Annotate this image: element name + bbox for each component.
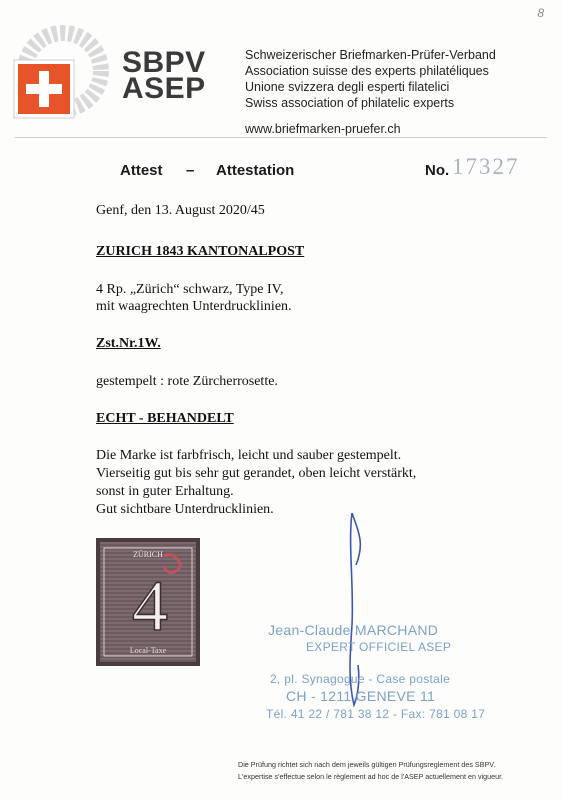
- stamp-numeral: 4: [132, 566, 168, 646]
- remark-line-1: Die Marke ist farbfrisch, leicht und sauber gestempelt.: [96, 448, 402, 463]
- remark-line-2: Vierseitig gut bis sehr gut gerandet, oben leicht verstärkt,: [96, 466, 417, 481]
- stamp-image: [96, 538, 200, 666]
- footer-line-de: Die Prüfung richtet sich nach dem jeweils gültigen Prüfungsreglement des SBPV.: [238, 760, 496, 769]
- attest-label: Attest: [120, 162, 163, 179]
- certificate-no-label: No.: [425, 162, 450, 179]
- stamp-top-text: ZÜRICH: [133, 550, 163, 559]
- stamp-bottom-text: Local-Taxe: [129, 646, 167, 655]
- header-dash: –: [186, 162, 195, 179]
- brand-asep: ASEP: [122, 72, 206, 105]
- catalog-number: Zst.Nr.1W.: [96, 336, 161, 351]
- brand-sbpv: SBPV: [122, 46, 206, 79]
- cancel-description: gestempelt : rote Zürcherrosette.: [96, 374, 278, 389]
- verdict: ECHT - BEHANDELT: [96, 411, 234, 426]
- association-name-fr: Association suisse des experts philatéliques: [245, 64, 489, 78]
- expert-name: Jean-Claude MARCHAND: [268, 622, 439, 638]
- association-name-en: Swiss association of philatelic experts: [245, 96, 455, 110]
- expert-address: 2, pl. Synagogue - Case postale: [270, 672, 451, 686]
- stamp-title: ZURICH 1843 KANTONALPOST: [96, 244, 305, 259]
- association-name-de: Schweizerischer Briefmarken-Prüfer-Verband: [245, 48, 496, 62]
- certificate-number: 17327: [452, 154, 520, 179]
- footer-line-fr: L'expertise s'effectue selon le règlement ad hoc de l'ASEP actuellement en vigueur.: [238, 772, 504, 781]
- association-name-it: Unione svizzera degli esperti filatelici: [245, 80, 450, 94]
- remark-line-4: Gut sichtbare Unterdrucklinien.: [96, 502, 274, 517]
- expert-title: EXPERT OFFICIEL ASEP: [306, 640, 452, 654]
- description-line-1: 4 Rp. „Zürich“ schwarz, Type IV,: [96, 282, 284, 297]
- sbpv-logo: [8, 16, 118, 126]
- expert-city: CH - 1211 GENEVE 11: [286, 688, 436, 704]
- remark-line-3: sonst in guter Erhaltung.: [96, 484, 234, 499]
- corner-mark: 8: [537, 6, 544, 20]
- website-link[interactable]: www.briefmarken-pruefer.ch: [245, 122, 401, 136]
- description-line-2: mit waagrechten Unterdrucklinien.: [96, 299, 292, 314]
- header-divider: [15, 137, 547, 138]
- expert-phone: Tél. 41 22 / 781 38 12 - Fax: 781 08 17: [266, 707, 486, 721]
- attestation-label: Attestation: [216, 162, 295, 179]
- place-date: Genf, den 13. August 2020/45: [96, 203, 265, 218]
